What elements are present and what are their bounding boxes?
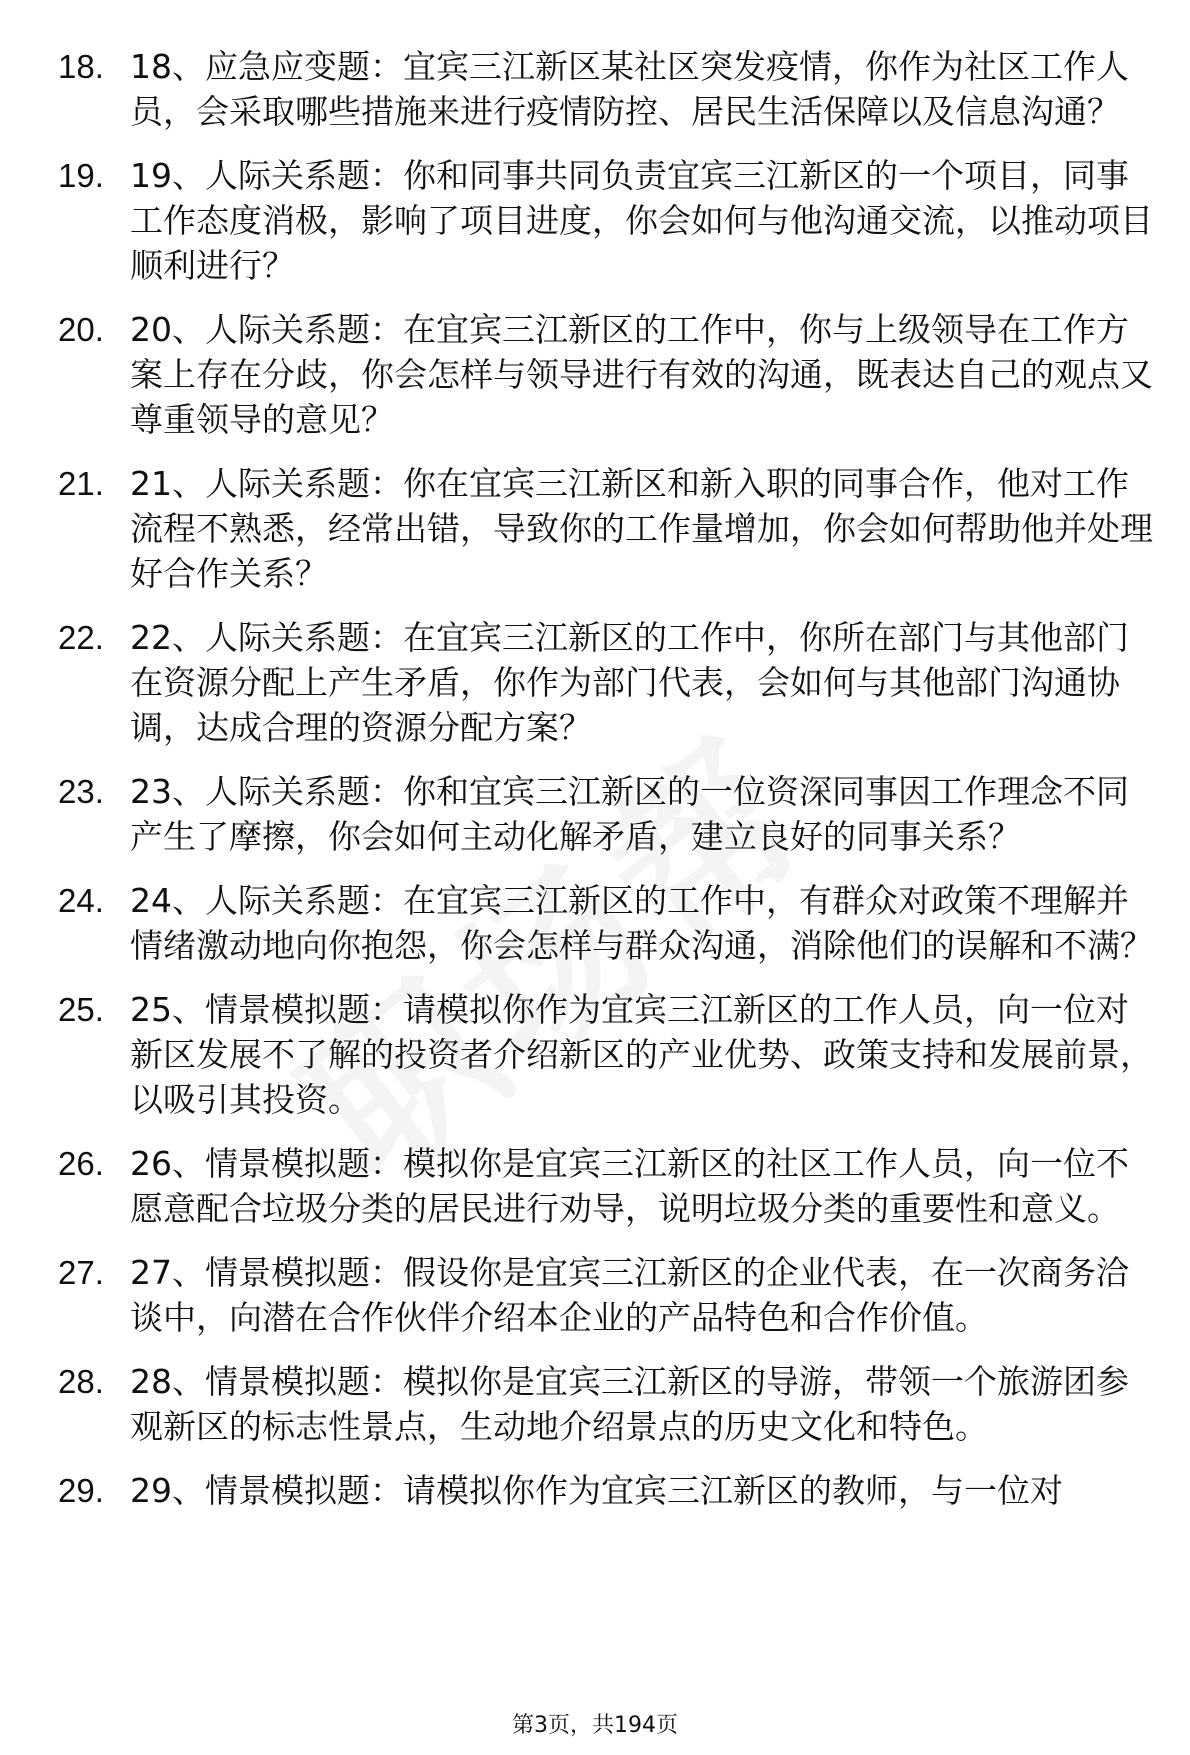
question-text: 22、人际关系题：在宜宾三江新区的工作中，你所在部门与其他部门在资源分配上产生矛盾，你作为部门代表，会如何与其他部门沟通协调，达成合理的资源分配方案？ bbox=[130, 618, 1129, 747]
question-text: 21、人际关系题：你在宜宾三江新区和新入职的同事合作，他对工作流程不熟悉，经常出错，导致你的工作量增加，你会如何帮助他并处理好合作关系？ bbox=[130, 464, 1153, 593]
question-list bbox=[58, 44, 1158, 1532]
question-item bbox=[58, 1468, 1158, 1513]
question-item bbox=[58, 987, 1158, 1122]
question-text: 28、情景模拟题：模拟你是宜宾三江新区的导游，带领一个旅游团参观新区的标志性景点，生动地介绍景点的历史文化和特色。 bbox=[130, 1362, 1129, 1446]
question-item bbox=[58, 1250, 1158, 1340]
question-item bbox=[58, 44, 1158, 134]
question-number: 26. bbox=[58, 1145, 104, 1182]
question-text: 23、人际关系题：你和宜宾三江新区的一位资深同事因工作理念不同产生了摩擦，你会如何主动化解矛盾，建立良好的同事关系？ bbox=[130, 772, 1129, 856]
question-number: 22. bbox=[58, 619, 104, 656]
question-item bbox=[58, 461, 1158, 596]
question-text: 29、情景模拟题：请模拟你作为宜宾三江新区的教师，与一位对 bbox=[130, 1471, 1063, 1510]
question-item bbox=[58, 1359, 1158, 1449]
question-number: 19. bbox=[58, 157, 104, 194]
question-item bbox=[58, 307, 1158, 442]
question-number: 20. bbox=[58, 311, 104, 348]
question-number: 29. bbox=[58, 1472, 104, 1509]
question-item bbox=[58, 1141, 1158, 1231]
question-number: 23. bbox=[58, 773, 104, 810]
question-text: 26、情景模拟题：模拟你是宜宾三江新区的社区工作人员，向一位不愿意配合垃圾分类的居民进行劝导，说明垃圾分类的重要性和意义。 bbox=[130, 1144, 1129, 1228]
question-item bbox=[58, 153, 1158, 288]
question-item bbox=[58, 769, 1158, 859]
question-number: 27. bbox=[58, 1254, 104, 1291]
question-item bbox=[58, 878, 1158, 968]
question-text: 20、人际关系题：在宜宾三江新区的工作中，你与上级领导在工作方案上存在分歧，你会怎样与领导进行有效的沟通，既表达自己的观点又尊重领导的意见？ bbox=[130, 310, 1153, 439]
page-number: 第3页，共194页 bbox=[512, 1713, 678, 1738]
question-number: 24. bbox=[58, 882, 104, 919]
question-item bbox=[58, 615, 1158, 750]
question-text: 18、应急应变题：宜宾三江新区某社区突发疫情，你作为社区工作人员，会采取哪些措施来进行疫情防控、居民生活保障以及信息沟通？ bbox=[130, 47, 1129, 131]
question-number: 28. bbox=[58, 1363, 104, 1400]
question-text: 27、情景模拟题：假设你是宜宾三江新区的企业代表，在一次商务洽谈中，向潜在合作伙伴介绍本企业的产品特色和合作价值。 bbox=[130, 1253, 1129, 1337]
question-number: 25. bbox=[58, 991, 104, 1028]
question-number: 21. bbox=[58, 465, 104, 502]
question-text: 24、人际关系题：在宜宾三江新区的工作中，有群众对政策不理解并情绪激动地向你抱怨，你会怎样与群众沟通，消除他们的误解和不满？ bbox=[130, 881, 1153, 965]
question-number: 18. bbox=[58, 48, 104, 85]
question-text: 19、人际关系题：你和同事共同负责宜宾三江新区的一个项目，同事工作态度消极，影响了项目进度，你会如何与他沟通交流，以推动项目顺利进行？ bbox=[130, 156, 1153, 285]
question-text: 25、情景模拟题：请模拟你作为宜宾三江新区的工作人员，向一位对新区发展不了解的投资者介绍新区的产业优势、政策支持和发展前景，以吸引其投资。 bbox=[130, 990, 1153, 1119]
